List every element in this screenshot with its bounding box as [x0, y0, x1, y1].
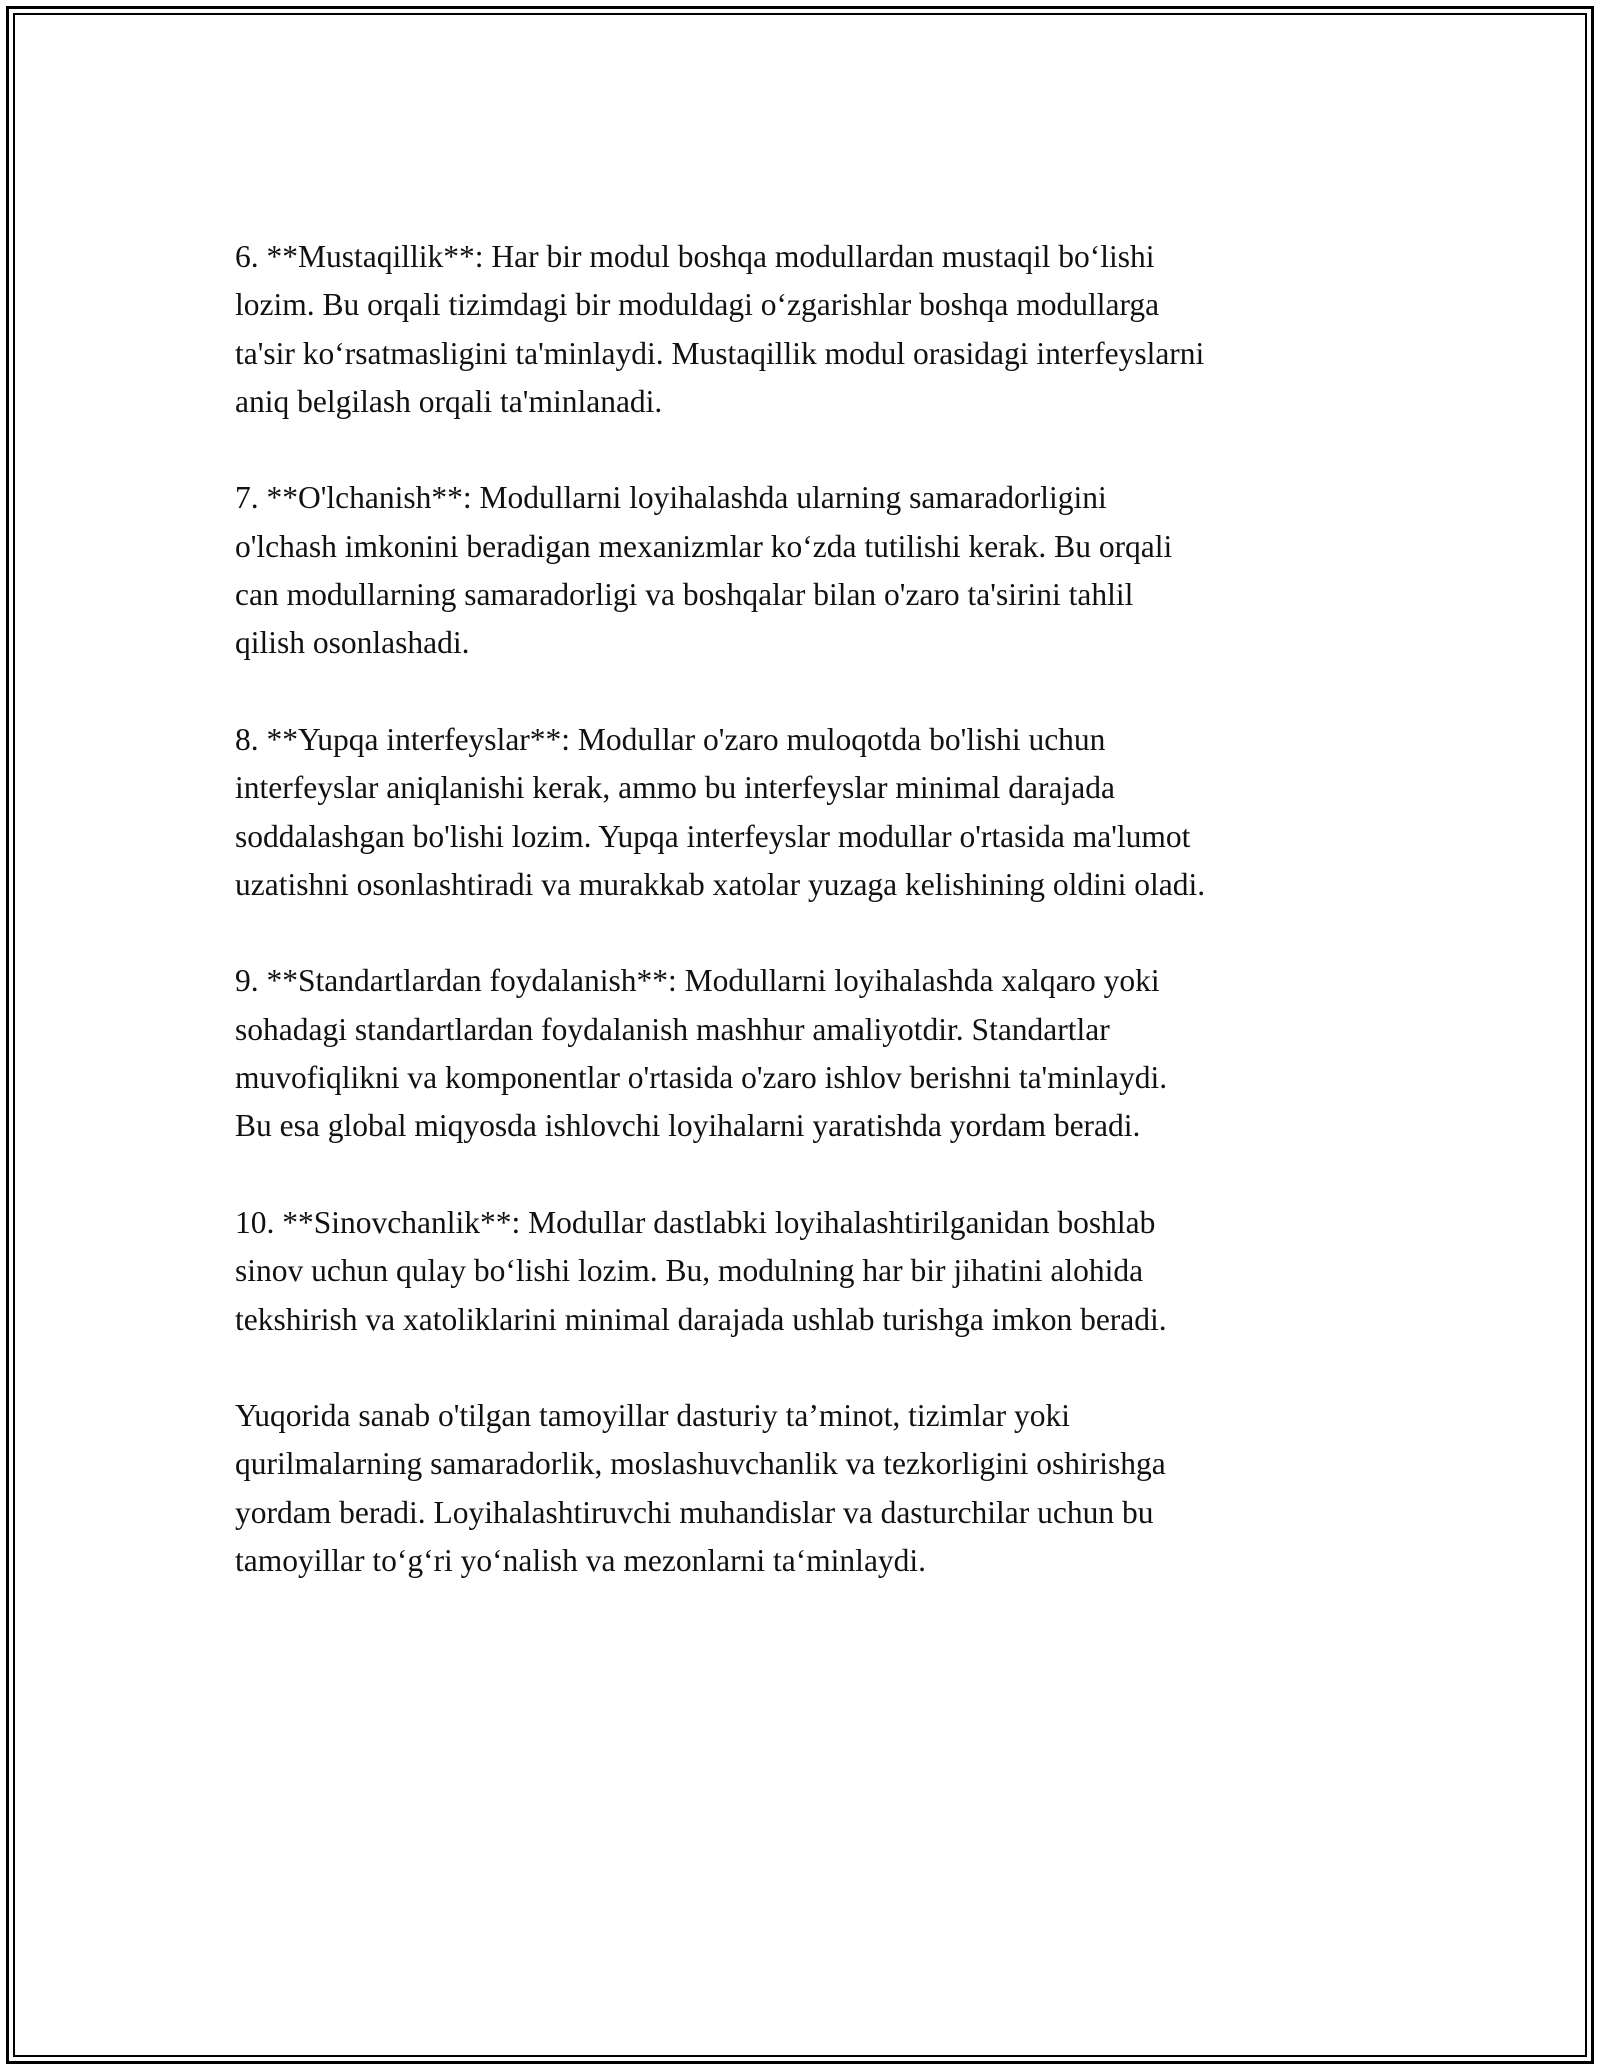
- text-line: o'lchash imkonini beradigan mexanizmlar ko‘zda tutilishi kerak. Bu orqali: [235, 528, 1173, 564]
- text-line: Bu esa global miqyosda ishlovchi loyihalarni yaratishda yordam beradi.: [235, 1108, 1141, 1144]
- text-line: tekshirish va xatoliklarini minimal darajada ushlab turishga imkon beradi.: [235, 1301, 1167, 1337]
- text-line: qurilmalarning samaradorlik, moslashuvchanlik va tezkorligini oshirishga: [235, 1446, 1166, 1482]
- text-line: sinov uchun qulay bo‘lishi lozim. Bu, modulning har bir jihatini alohida: [235, 1253, 1144, 1289]
- text-line: soddalashgan bo'lishi lozim. Yupqa interfeyslar modullar o'rtasida ma'lumot: [235, 818, 1191, 854]
- paragraph-mustaqillik: [235, 233, 1375, 426]
- text-line: Yuqorida sanab o'tilgan tamoyillar dasturiy ta’minot, tizimlar yoki: [235, 1398, 1070, 1434]
- text-line: 10. **Sinovchanlik**: Modullar dastlabki loyihalashtirilganidan boshlab: [235, 1204, 1156, 1240]
- text-line: lozim. Bu orqali tizimdagi bir moduldagi o‘zgarishlar boshqa modullarga: [235, 287, 1160, 323]
- text-line: tamoyillar to‘g‘ri yo‘nalish va mezonlarni ta‘minlaydi.: [235, 1543, 927, 1579]
- text-line: interfeyslar aniqlanishi kerak, ammo bu interfeyslar minimal darajada: [235, 770, 1115, 806]
- text-line: aniq belgilash orqali ta'minlanadi.: [235, 383, 663, 419]
- text-line: 7. **O'lchanish**: Modullarni loyihalashda ularning samaradorligini: [235, 480, 1107, 516]
- paragraph-standartlar: [235, 957, 1375, 1150]
- paragraph-sinovchanlik: [235, 1199, 1375, 1344]
- text-line: yordam beradi. Loyihalashtiruvchi muhandislar va dasturchilar uchun bu: [235, 1494, 1154, 1530]
- text-line: ta'sir ko‘rsatmasligini ta'minlaydi. Mustaqillik modul orasidagi interfeyslarni: [235, 335, 1205, 371]
- text-line: muvofiqlikni va komponentlar o'rtasida o'zaro ishlov berishni ta'minlaydi.: [235, 1060, 1168, 1096]
- text-line: 9. **Standartlardan foydalanish**: Modullarni loyihalashda xalqaro yoki: [235, 963, 1160, 999]
- text-line: 8. **Yupqa interfeyslar**: Modullar o'zaro muloqotda bo'lishi uchun: [235, 721, 1106, 757]
- paragraph-olchanish: [235, 474, 1375, 667]
- text-line: qilish osonlashadi.: [235, 625, 470, 661]
- paragraph-conclusion: [235, 1392, 1375, 1585]
- text-line: 6. **Mustaqillik**: Har bir modul boshqa modullardan mustaqil bo‘lishi: [235, 239, 1155, 274]
- paragraph-yupqa-interfeyslar: [235, 716, 1375, 909]
- text-line: can modullarning samaradorligi va boshqalar bilan o'zaro ta'sirini tahlil: [235, 577, 1134, 613]
- document-body: [235, 233, 1375, 1634]
- text-line: sohadagi standartlardan foydalanish mashhur amaliyotdir. Standartlar: [235, 1011, 1110, 1047]
- text-line: uzatishni osonlashtiradi va murakkab xatolar yuzaga kelishining oldini oladi.: [235, 866, 1206, 902]
